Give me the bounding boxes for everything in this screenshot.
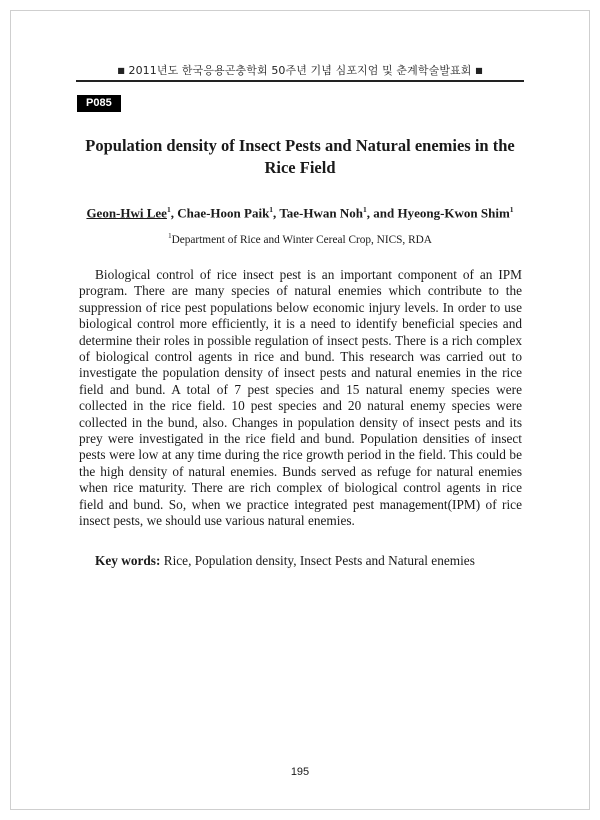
keywords-text: Rice, Population density, Insect Pests and Natural enemies xyxy=(160,553,475,568)
paper-title: Population density of Insect Pests and Natural enemies in the Rice Field xyxy=(85,136,515,177)
poster-code-badge: P085 xyxy=(77,95,121,112)
author-separator: , and xyxy=(366,205,398,221)
author-affiliation-mark: 1 xyxy=(509,205,514,214)
author-name: Hyeong-Kwon Shim xyxy=(397,205,510,221)
affiliation xyxy=(60,232,540,246)
affiliation-text: Department of Rice and Winter Cereal Crop, NICS, RDA xyxy=(171,233,432,246)
keywords-label: Key words: xyxy=(95,553,161,568)
author-affiliation-mark: 1 xyxy=(166,205,171,214)
header-bullet-right: ■ xyxy=(475,66,483,75)
author-affiliation-mark: 1 xyxy=(269,205,274,214)
conference-header xyxy=(76,62,524,78)
header-rule xyxy=(76,80,524,82)
author-affiliation-mark: 1 xyxy=(363,205,367,214)
conference-name: 2011년도 한국응용곤충학회 50주년 기념 심포지엄 및 춘계학술발표회 xyxy=(128,64,472,77)
author-list xyxy=(60,205,540,221)
author-separator: , xyxy=(170,205,178,221)
author-separator: , xyxy=(273,205,280,221)
author-name: Tae-Hwan Noh xyxy=(279,205,363,221)
author-name: Geon-Hwi Lee xyxy=(86,205,167,221)
page-number: 195 xyxy=(290,766,310,778)
keywords xyxy=(95,553,535,569)
abstract-body: Biological control of rice insect pest is an important component of an IPM program. There are many species of natural enemies which contribute to the suppression of rice pest populations below economic injury levels. In order to use biological control more efficiently, it is a need to identify beneficial species and determine their roles in possible regulation of insect pests. There is a rich complex of biological control agents in rice and bund. This research was carried out to investigate the population density of insect pests and natural enemies in the rice field and bund. A total of 7 pest species and 15 natural enemy species were collected in the rice field. 10 pest species and 20 natural enemy species were collected in the bund, also. Changes in population density of insect pests and its prey were investigated in the rice field and bund. Population densities of insect pests were low at any time during the rice growth period in the field. This could be the high density of natural enemies. Bunds served as refuge for natural enemies when rice maturity. There are rich complex of biological control agents in rice field and bund. So, when we practice integrated pest management(IPM) of rice insect pests, we should use various natural enemies. xyxy=(79,267,522,529)
header-bullet-left: ■ xyxy=(117,66,125,75)
affiliation-mark: 1 xyxy=(168,232,172,240)
author-name: Chae-Hoon Paik xyxy=(177,205,270,221)
